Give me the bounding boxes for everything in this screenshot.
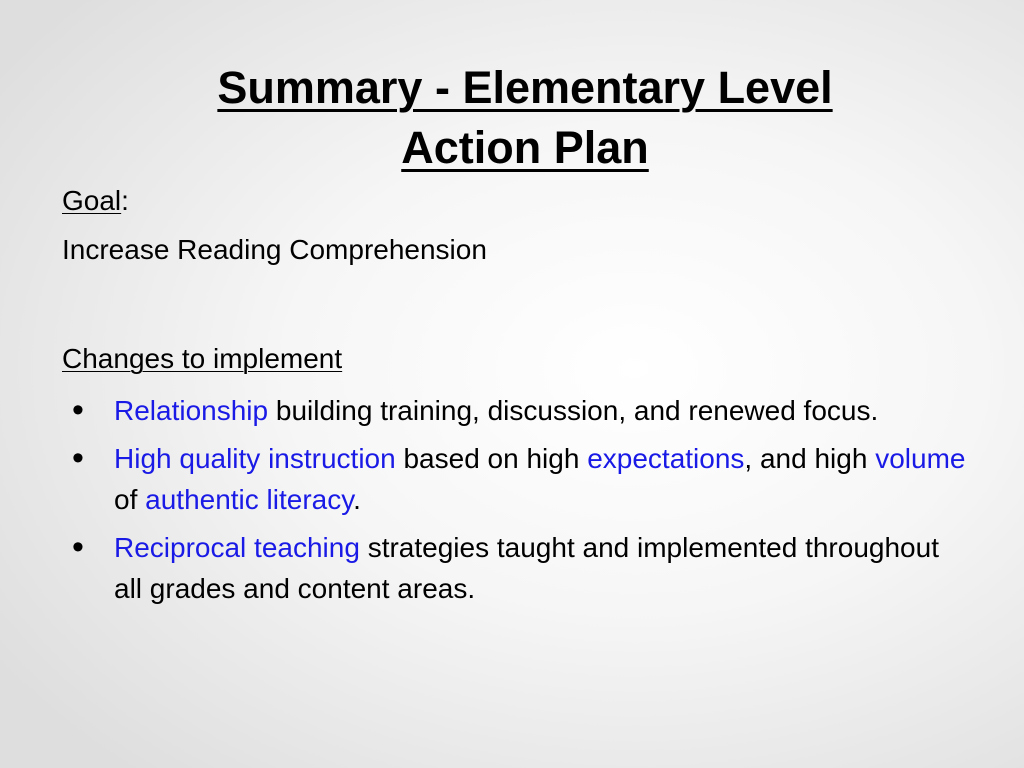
bullet-3-segment-1: Reciprocal teaching: [114, 532, 360, 563]
bullet-2-segment-6: of: [114, 484, 146, 515]
bullet-dot-icon: •: [72, 528, 84, 566]
title-line-2: Action Plan: [401, 122, 649, 173]
goal-heading: [62, 183, 129, 219]
bullet-2-segment-4: , and high: [744, 443, 876, 474]
bullet-2-segment-3: expectations: [587, 443, 745, 474]
changes-list: [62, 390, 972, 616]
goal-label: Goal: [62, 185, 122, 216]
bullet-3-segment-2: strategies taught and implemented throughout all grades and content areas.: [114, 532, 939, 604]
bullet-item: [62, 390, 972, 431]
bullet-1-segment-1: Relationship: [114, 395, 269, 426]
changes-heading: Changes to implement: [62, 343, 343, 374]
bullet-2-segment-5: volume: [875, 443, 966, 474]
bullet-dot-icon: •: [72, 391, 84, 429]
goal-text: Increase Reading Comprehension: [62, 234, 487, 265]
bullet-dot-icon: •: [72, 439, 84, 477]
bullet-2-segment-7: authentic literacy: [145, 484, 354, 515]
goal-colon: :: [121, 185, 129, 216]
bullet-2-segment-8: .: [353, 484, 361, 515]
bullet-item: [62, 438, 972, 520]
bullet-item: [62, 527, 972, 609]
title-line-1: Summary - Elementary Level: [217, 62, 833, 113]
bullet-1-segment-2: building training, discussion, and renewed focus.: [268, 395, 879, 426]
bullet-2-segment-2: based on high: [395, 443, 588, 474]
bullet-2-segment-1: High quality instruction: [114, 443, 396, 474]
slide-title: [100, 58, 950, 178]
